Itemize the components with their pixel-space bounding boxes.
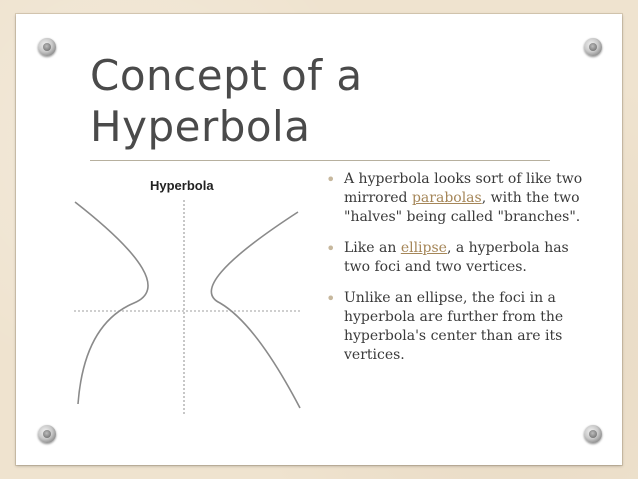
pushpin-icon xyxy=(584,38,602,56)
pushpin-icon xyxy=(38,425,56,443)
bullet-text: A hyperbola looks sort of like two mirrored xyxy=(344,171,583,206)
slide-title xyxy=(90,50,510,152)
bullet-dot-icon: • xyxy=(326,170,336,189)
bullet-text: , a hyperbola has two foci and two vertices. xyxy=(344,240,569,275)
figure-background xyxy=(72,172,304,420)
slide-title-line-1: Concept of a xyxy=(90,51,363,100)
figure-label: Hyperbola xyxy=(150,178,214,193)
bullet-dot-icon: • xyxy=(326,289,336,308)
pushpin-icon xyxy=(38,38,56,56)
bullet-dot-icon: • xyxy=(326,239,336,258)
bullet-item xyxy=(326,289,586,365)
slide-title-line-2: Hyperbola xyxy=(90,102,311,151)
bullet-text: Like an xyxy=(344,240,401,256)
bullet-text: Unlike an ellipse, the foci in a hyperbola are further from the hyperbola's center than are its vertices. xyxy=(344,290,564,363)
link-ellipse[interactable]: ellipse xyxy=(400,240,447,256)
bullet-item xyxy=(326,170,586,227)
bullet-text: , with the two "halves" being called "branches". xyxy=(344,190,581,225)
pushpin-icon xyxy=(584,425,602,443)
hyperbola-graph xyxy=(72,172,304,420)
bullet-item xyxy=(326,239,586,277)
bullet-list xyxy=(326,170,586,377)
link-parabolas[interactable]: parabolas xyxy=(411,190,482,206)
hyperbola-figure xyxy=(72,172,304,420)
title-divider xyxy=(90,160,550,161)
